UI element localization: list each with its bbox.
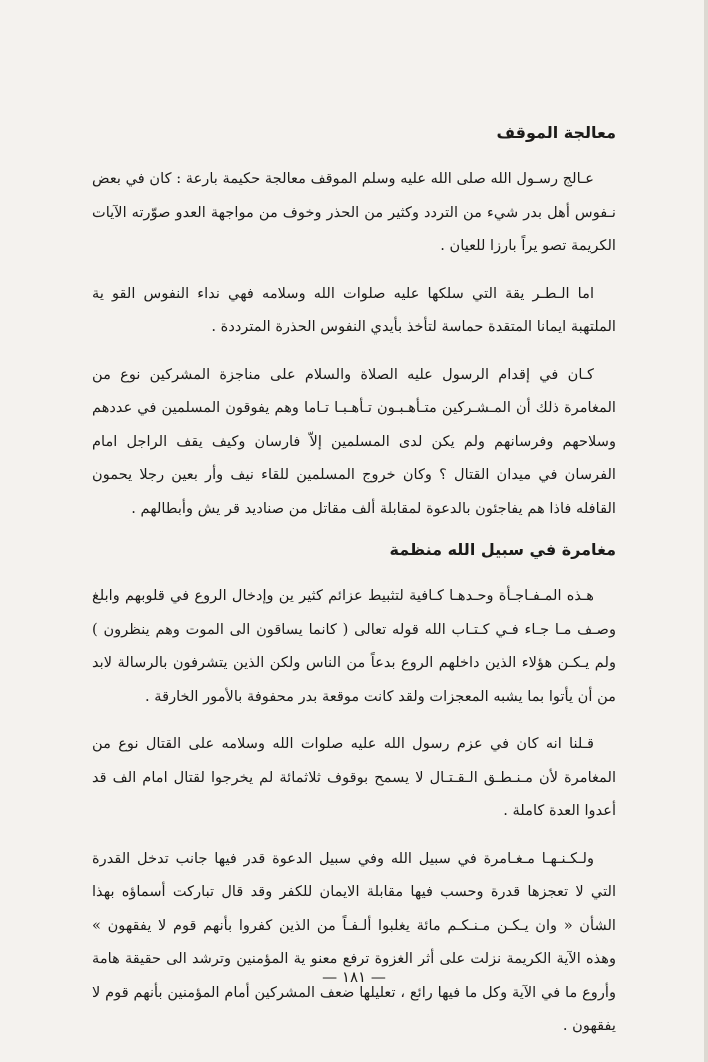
paragraph-5: قـلنا انه كان في عزم رسول الله عليه صلوات الله وسلامه على القتال نوع من المغامرة لأن مـنـطـق الـقـتـال لا يسمح بوقوف ثلاثمائة لم يخرجوا لقتال امام الف قد أعدوا العدة كاملة . (92, 735, 616, 819)
scan-edge (704, 0, 708, 1062)
paragraph-6: ولـكـنـهـا مـغـامرة في سبيل الله وفي سبيل الدعوة قدر فيها جانب تدخل القدرة التي لا تعجزها قدرة وحسب فيها مقابلة الايمان للكفر وقد قال تباركت أسماؤه بهذا الشأن « وان يـكـن مـنـكـم مائة يغلبوا ألـفـاً من الذين كفروا بأنهم قوم لا يفقهون » وهذه الآية الكريمة نزلت على أثر الغزوة ترفع معنو ية المؤمنين وترشد الى حقيقة هامة وأروع ما في الآية وكل ما فيها رائع ، تعليلها ضعف المشركين أمام المؤمنين بأنهم قوم لا يفقهون . (92, 849, 616, 1034)
page-number: — ١٨١ — (322, 968, 386, 986)
section-heading-1: معالجة الموقف (496, 123, 616, 142)
paragraph-1: عـالج رسـول الله صلى الله عليه وسلم الموقف معالجة حكيمة بارعة : كان في بعض نـفوس أهل بدر شيء من التردد وكثير من الحذر وخوف من مواجهة العدو صوّرته الآيات الكريمة تصو يراً بارزا للعيان . (92, 170, 616, 254)
paragraph-4: هـذه المـفـاجـأة وحـدهـا كـافية لتثبيط عزائم كثير ين وإدخال الروع في قلوبهم وابلغ وصـف مـا جـاء فـي كـتـاب الله قوله تعالى ( كانما يساقون الى الموت وهم ينظرون ) ولم يـكـن هؤلاء الذين داخلهم الروع بدعاً من الناس ولكن الذين يتشرفون بالرسالة لابد من أن يأتوا بما يشبه المعجزات ولقد كانت موقعة بدر محفوفة بالأمور الخارقة . (92, 587, 616, 705)
section-heading-2: مغامرة في سبيل الله منظمة (389, 540, 616, 559)
paragraph-3: كـان في إقدام الرسول عليه الصلاة والسلام على مناجزة المشركين نوع من المغامرة ذلك أن المـشـركين متـأهـبـون تـأهـبـا تـاما وهم يفوقون المسلمين في عددهم وسلاحهم وفرسانهم ولم يكن لدى المسلمين إلاّ فارسان وكيف يقف الراجل امام الفرسان في ميدان القتال ؟ وكان خروج المسلمين للقاء نيف وأر بعين رجلا يحمون القافله فاذا هم يفاجئون بالدعوة لمقابلة ألف مقاتل من صناديد قر يش وأبطالهم . (92, 365, 616, 517)
paragraph-2: اما الـطـر يقة التي سلكها عليه صلوات الله وسلامه فهي نداء النفوس القو ية الملتهبة ايمانا المتقدة حماسة لتأخذ بأيدي النفوس الحذرة المترددة . (92, 284, 616, 335)
